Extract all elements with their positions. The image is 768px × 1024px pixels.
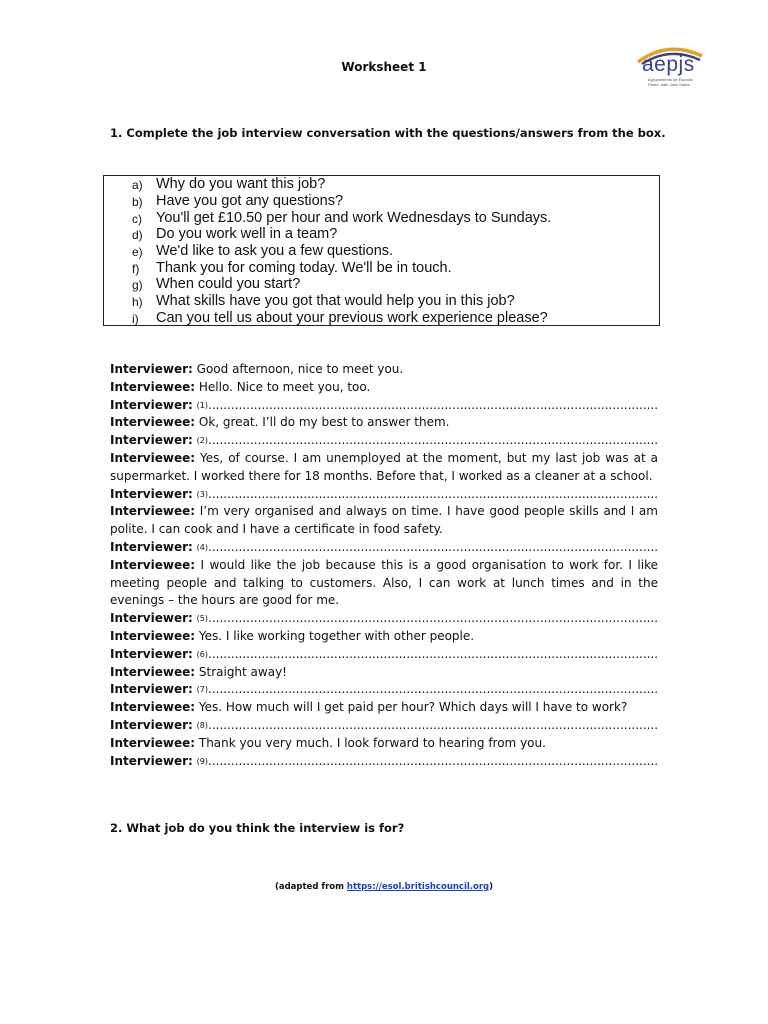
gap-line-9[interactable]: Interviewer: (9) ..... [110,753,658,771]
dialogue-paragraph: Interviewee: Yes, of course. I am unemployed at the moment, but my last job was at a supermarket. I worked there for 18 months. Before that, I worked as a cleaner at a school. [110,450,658,483]
question-2: 2. What job do you think the interview is for? [110,821,405,835]
school-logo [632,42,704,86]
worksheet-title: Worksheet 1 [341,60,427,74]
gap-line-1[interactable]: Interviewer: (1) ..... [110,397,658,415]
dialogue-line: Interviewee: Yes. I like working together with other people. [110,628,475,643]
source-credit: (adapted from https://esol.britishcouncil.org) [274,882,494,892]
dialogue-line: Interviewee: Hello. Nice to meet you, too. [110,379,371,394]
dialogue-line: Interviewee: Ok, great. I’ll do my best to answer them. [110,415,450,430]
logo-name: aepjs [642,53,695,76]
dialogue-line: Interviewee: Straight away! [110,664,287,679]
gap-line-5[interactable]: Interviewer: (5) ..... [110,610,658,628]
source-link[interactable]: https://esol.britishcouncil.org [346,882,490,892]
gap-line-4[interactable]: Interviewer: (4) ..... [110,539,658,557]
gap-line-6[interactable]: Interviewer: (6) ..... [110,646,658,664]
gap-line-2[interactable]: Interviewer: (2) ..... [110,432,658,450]
logo-subtitle-2: Padre João José Santa [648,82,690,87]
dialogue-line: Interviewer: Good afternoon, nice to meet you. [110,362,404,376]
dialogue-line: Interviewee: Yes. How much will I get paid per hour? Which days will I have to work? [110,700,628,715]
instruction: 1. Complete the job interview conversation with the questions/answers from the box. [110,126,666,140]
dialogue [110,361,658,770]
dialogue-paragraph: Interviewee: I would like the job because this is a good organisation to work for. I like meeting people and talking to customers. Also, I can work at lunch times and in the evenings – the hours are good for me. [110,557,658,608]
options-box: a) Why do you want this job? b) Have you got any questions? c) You'll get £10.50 per hour and work Wednesdays to Sundays. d) Do you work well in a team? e) We'd like to ask you a few questions. f) Thank you for coming today. We'll be in touch. g) When could you start? h) What skills have you got that would help you in this job? i) Can you tell us about your previous work experience please? [103,175,660,326]
gap-line-8[interactable]: Interviewer: (8) ..... [110,717,658,735]
gap-line-7[interactable]: Interviewer: (7) ..... [110,681,658,699]
gap-line-3[interactable]: Interviewer: (3) ..... [110,486,658,504]
logo-subtitle-1: Agrupamento de Escolas [648,77,693,82]
dialogue-line: Interviewee: Thank you very much. I look forward to hearing from you. [110,735,546,750]
dialogue-paragraph: Interviewee: I’m very organised and always on time. I have good people skills and I am polite. I can cook and I have a certificate in food safety. [110,504,658,537]
